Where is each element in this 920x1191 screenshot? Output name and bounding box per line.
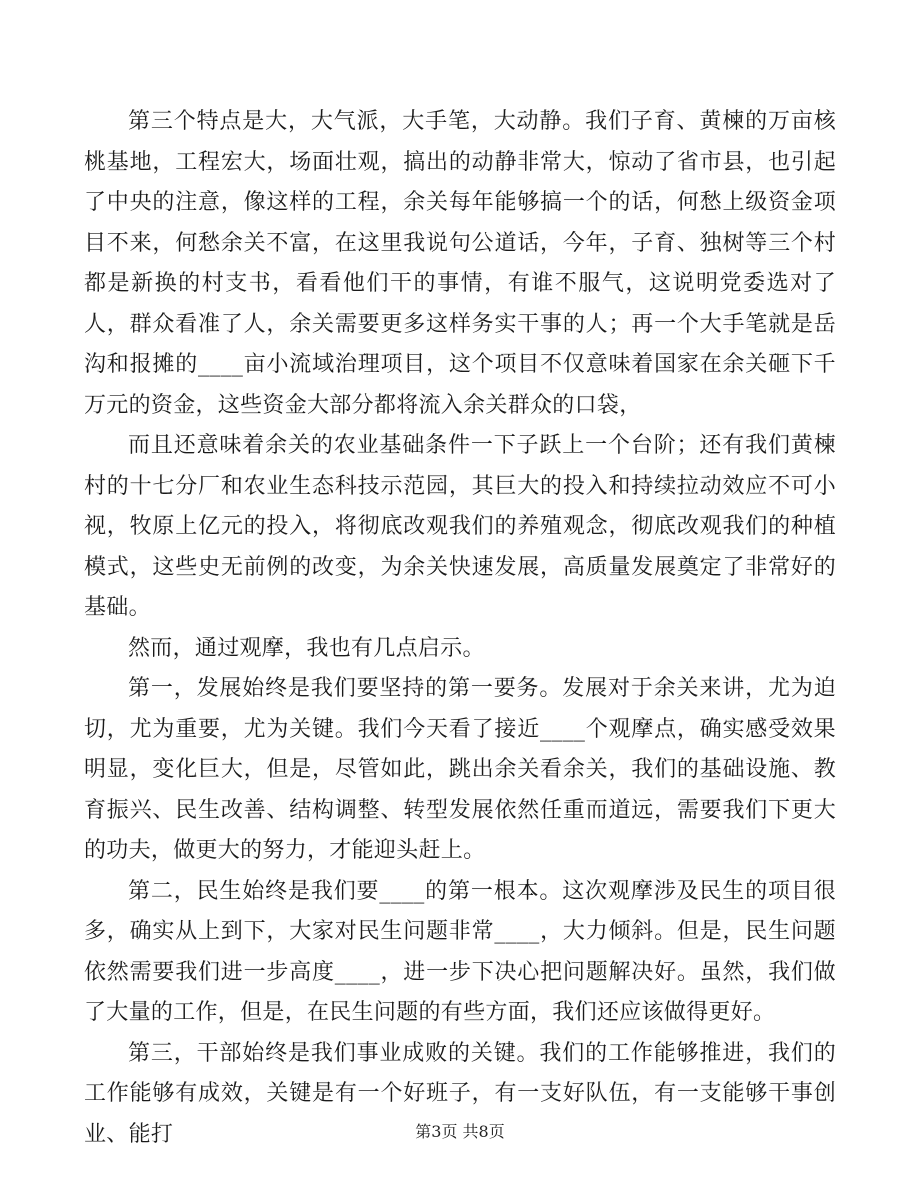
paragraph-2: 而且还意味着余关的农业基础条件一下子跃上一个台阶；还有我们黄楝村的十七分厂和农业生态科技示范园，其巨大的投入和持续拉动效应不可小视，牧原上亿元的投入，将彻底改观我们的养殖观念，彻底改观我们的种植模式，这些史无前例的改变，为余关快速发展，高质量发展奠定了非常好的基础。 bbox=[84, 433, 836, 620]
paragraph-5: 第二，民生始终是我们要____的第一根本。这次观摩涉及民生的项目很多，确实从上到下，大家对民生问题非常____，大力倾斜。但是，民生问题依然需要我们进一步高度____，进一步下决心把问题解决好。虽然，我们做了大量的工作，但是，在民生问题的有些方面，我们还应该做得更好。 bbox=[84, 878, 836, 1025]
paragraph-3: 然而，通过观摩，我也有几点启示。 bbox=[128, 635, 485, 661]
paragraph-6: 第三，干部始终是我们事业成败的关键。我们的工作能够推进，我们的工作能够有成效，关键是有一个好班子，有一支好队伍，有一支能够干事创业、能打 bbox=[84, 1040, 836, 1147]
paragraph-4: 第一，发展始终是我们要坚持的第一要务。发展对于余关来讲，尤为迫切，尤为重要，尤为关键。我们今天看了接近____个观摩点，确实感受效果明显，变化巨大，但是，尽管如此，跳出余关看余关，我们的基础设施、教育振兴、民生改善、结构调整、转型发展依然任重而道远，需要我们下更大的功夫，做更大的努力，才能迎头赶上。 bbox=[84, 676, 836, 863]
page-number-footer: 第3页 共8页 bbox=[415, 1122, 505, 1141]
document-body bbox=[84, 102, 836, 1155]
paragraph-1: 第三个特点是大，大气派，大手笔，大动静。我们子育、黄楝的万亩核桃基地，工程宏大，场面壮观，搞出的动静非常大，惊动了省市县，也引起了中央的注意，像这样的工程，余关每年能够搞一个的话，何愁上级资金项目不来，何愁余关不富，在这里我说句公道话，今年，子育、独树等三个村都是新换的村支书，看看他们干的事情，有谁不服气，这说明党委选对了人，群众看准了人，余关需要更多这样务实干事的人；再一个大手笔就是岳沟和报摊的____亩小流域治理项目，这个项目不仅意味着国家在余关砸下千万元的资金，这些资金大部分都将流入余关群众的口袋， bbox=[84, 109, 836, 418]
